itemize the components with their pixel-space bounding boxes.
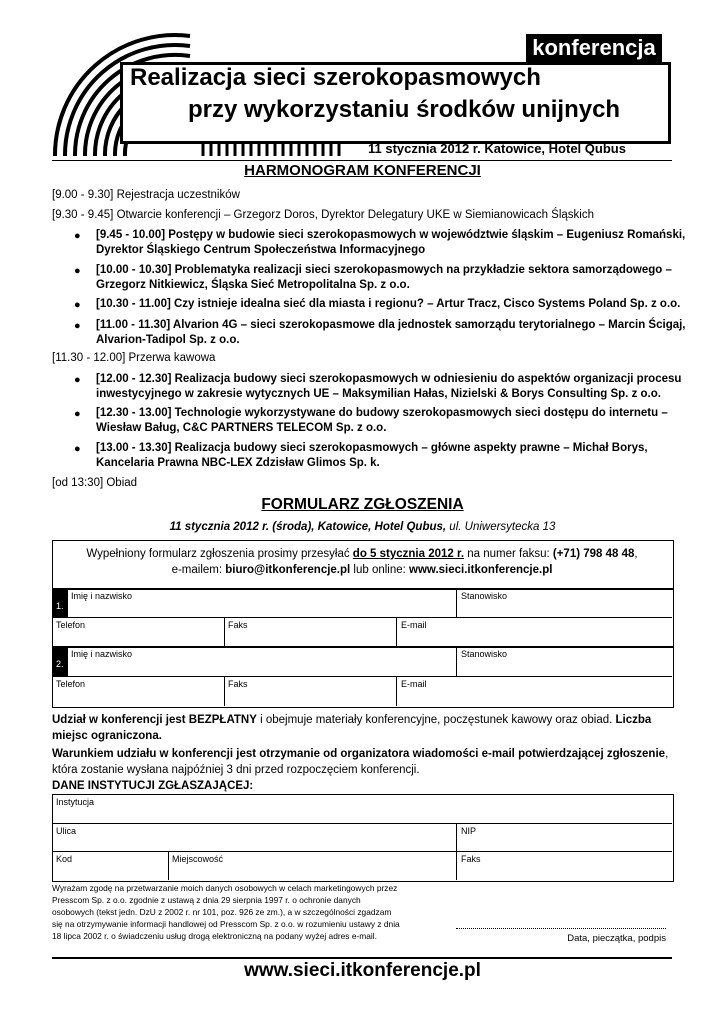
divider [67, 589, 68, 617]
schedule-item: [12.00 - 12.30] Realizacja budowy sieci szerokopasmowych w odniesieniu do aspektów organizacji procesu [96, 373, 682, 385]
footer-divider [52, 957, 672, 959]
divider [396, 676, 397, 706]
title-line-1: Realizacja sieci szerokopasmowych [130, 64, 541, 91]
divider [52, 676, 672, 677]
nip-field[interactable]: NIP [461, 826, 477, 836]
schedule-item: Dyrektor Śląskiego Centrum Społeczeństwa Informacyjnego [96, 244, 426, 256]
divider [168, 851, 169, 880]
schedule-heading: HARMONOGRAM KONFERENCJI [244, 162, 481, 179]
fax-field-institution[interactable]: Faks [461, 854, 481, 864]
divider [224, 617, 225, 646]
consent-line: Presscom Sp. z o.o. zgodnie z ustawą z dnia 29 sierpnia 1997 r. o ochronie danych [52, 895, 361, 905]
condition-note: Warunkiem udziału w konferencji jest otrzymanie od organizatora wiadomości e-mail potwierdzającej zgłoszenie, która zostanie wysłana najpóźniej 3 dni przed rozpoczęciem konferencji. [52, 748, 669, 776]
schedule-line: [od 13:30] Obiad [52, 477, 138, 489]
email-field-2[interactable]: E-mail [401, 679, 427, 689]
form-heading: FORMULARZ ZGŁOSZENIA [261, 496, 464, 513]
schedule-item: [12.30 - 13.00] Technologie wykorzystywane do budowy szerokopasmowych sieci dostępu do internetu – [96, 407, 668, 419]
schedule-item: Wiesław Baług, C&C PARTNERS TELECOM Sp. z o.o. [96, 422, 387, 434]
email-field-1[interactable]: E-mail [401, 620, 427, 630]
divider [52, 160, 672, 161]
form-intro-line-1: Wypełniony formularz zgłoszenia prosimy przesyłać do 5 stycznia 2012 r. na numer faksu: (+71) 798 48 48, [86, 548, 638, 560]
postal-code-field[interactable]: Kod [56, 854, 73, 864]
schedule-item: Kancelaria Prawna NBC-LEX Zdzisław Glimos Sp. k. [96, 457, 380, 469]
title-line-2: przy wykorzystaniu środków unijnych [188, 96, 621, 123]
fax-field-2[interactable]: Faks [228, 679, 248, 689]
phone-field-1[interactable]: Telefon [56, 620, 86, 630]
street-field[interactable]: Ulica [56, 826, 77, 836]
consent-line: Wyrażam zgodę na przetwarzanie moich danych osobowych w celach marketingowych przez [52, 883, 398, 893]
form-subtitle: 11 stycznia 2012 r. (środa), Katowice, Hotel Qubus, ul. Uniwersytecka 13 [169, 521, 556, 533]
divider [224, 676, 225, 706]
fax-field-1[interactable]: Faks [228, 620, 248, 630]
bullet: ● [74, 265, 81, 277]
schedule-item: [13.00 - 13.30] Realizacja budowy sieci szerokopasmowych – główne aspekty prawne – Michał Borys, [96, 442, 648, 454]
divider [456, 823, 457, 880]
position-field-2[interactable]: Stanowisko [461, 649, 508, 659]
institution-field[interactable]: Instytucja [56, 797, 95, 807]
bullet: ● [74, 230, 81, 242]
schedule-item: [9.45 - 10.00] Postępy w budowie sieci szerokopasmowych w województwie śląskim – Eugeniusz Romański, [96, 229, 686, 241]
schedule-line: [11.30 - 12.00] Przerwa kawowa [52, 352, 216, 364]
institution-box [52, 794, 674, 882]
schedule-line: [9.30 - 9.45] Otwarcie konferencji – Grzegorz Doros, Dyrektor Delegatury UKE w Siemianowicach Śląskich [52, 209, 594, 221]
participant-2-box [52, 646, 674, 708]
bullet: ● [74, 299, 81, 311]
schedule-item: Grzegorz Nitkiewicz, Śląska Sieć Metropolitalna Sp. z o.o. [96, 279, 410, 291]
schedule-item: [11.00 - 11.30] Alvarion 4G – sieci szerokopasmowe dla jednostek samorządu terytorialnego – Marcin Ścigaj, [96, 319, 686, 331]
signature-line [456, 928, 666, 929]
bullet: ● [74, 408, 81, 420]
bullet: ● [74, 320, 81, 332]
divider [52, 823, 672, 824]
bullet: ● [74, 374, 81, 386]
form-intro-line-2: e-mailem: biuro@itkonferencje.pl lub online: www.sieci.itkonferencje.pl [171, 564, 553, 576]
city-field[interactable]: Miejscowość [172, 854, 224, 864]
name-field-1[interactable]: Imię i nazwisko [71, 591, 133, 601]
phone-field-2[interactable]: Telefon [56, 679, 86, 689]
consent-line: 18 lipca 2002 r. o świadczeniu usług drogą elektroniczną na podany wyżej adres e-mail. [52, 931, 377, 941]
free-participation-note: Udział w konferencji jest BEZPŁATNY i obejmuje materiały konferencyjne, poczęstunek kawowy oraz obiad. Liczba miejsc ograniczona. [52, 714, 652, 742]
consent-line: się na otrzymywanie informacji handlowej od Presscom Sp. z o.o. w rozumieniu ustawy z dnia [52, 919, 400, 929]
bullet: ● [74, 443, 81, 455]
divider [396, 617, 397, 646]
participant-number: 2. [56, 659, 64, 669]
footer-url[interactable]: www.sieci.itkonferencje.pl [244, 960, 481, 981]
schedule-item: Alvarion-Tadipol Sp. z o.o. [96, 334, 240, 346]
schedule-item: inwestycyjnego w zakresie wytycznych UE – Maksymilian Hałas, Nizielski & Borys Consulting Sp. z o.o. [96, 388, 661, 400]
divider [67, 647, 68, 676]
divider [456, 589, 457, 617]
divider [52, 851, 672, 852]
consent-line: osobowych (tekst jedn. DzU z 2002 r. nr 101, poz. 926 ze zm.), a w szczególności zgadzam [52, 907, 392, 917]
name-field-2[interactable]: Imię i nazwisko [71, 649, 133, 659]
conference-tag: konferencja [526, 34, 662, 63]
divider [456, 647, 457, 676]
date-place: 11 stycznia 2012 r. Katowice, Hotel Qubus [368, 141, 626, 156]
institution-heading: DANE INSTYTUCJI ZGŁASZAJĄCEJ: [52, 780, 254, 792]
schedule-item: [10.00 - 10.30] Problematyka realizacji sieci szerokopasmowych na przykładzie sektora samorządowego – [96, 264, 672, 276]
schedule-item: [10.30 - 11.00] Czy istnieje idealna sieć dla miasta i regionu? – Artur Tracz, Cisco Systems Poland Sp. z o.o. [96, 298, 681, 310]
schedule-line: [9.00 - 9.30] Rejestracja uczestników [52, 189, 240, 201]
signature-label: Data, pieczątka, podpis [567, 933, 666, 944]
position-field-1[interactable]: Stanowisko [461, 591, 508, 601]
participant-number: 1. [56, 601, 64, 611]
participant-1-box [52, 588, 674, 648]
divider [52, 617, 672, 618]
